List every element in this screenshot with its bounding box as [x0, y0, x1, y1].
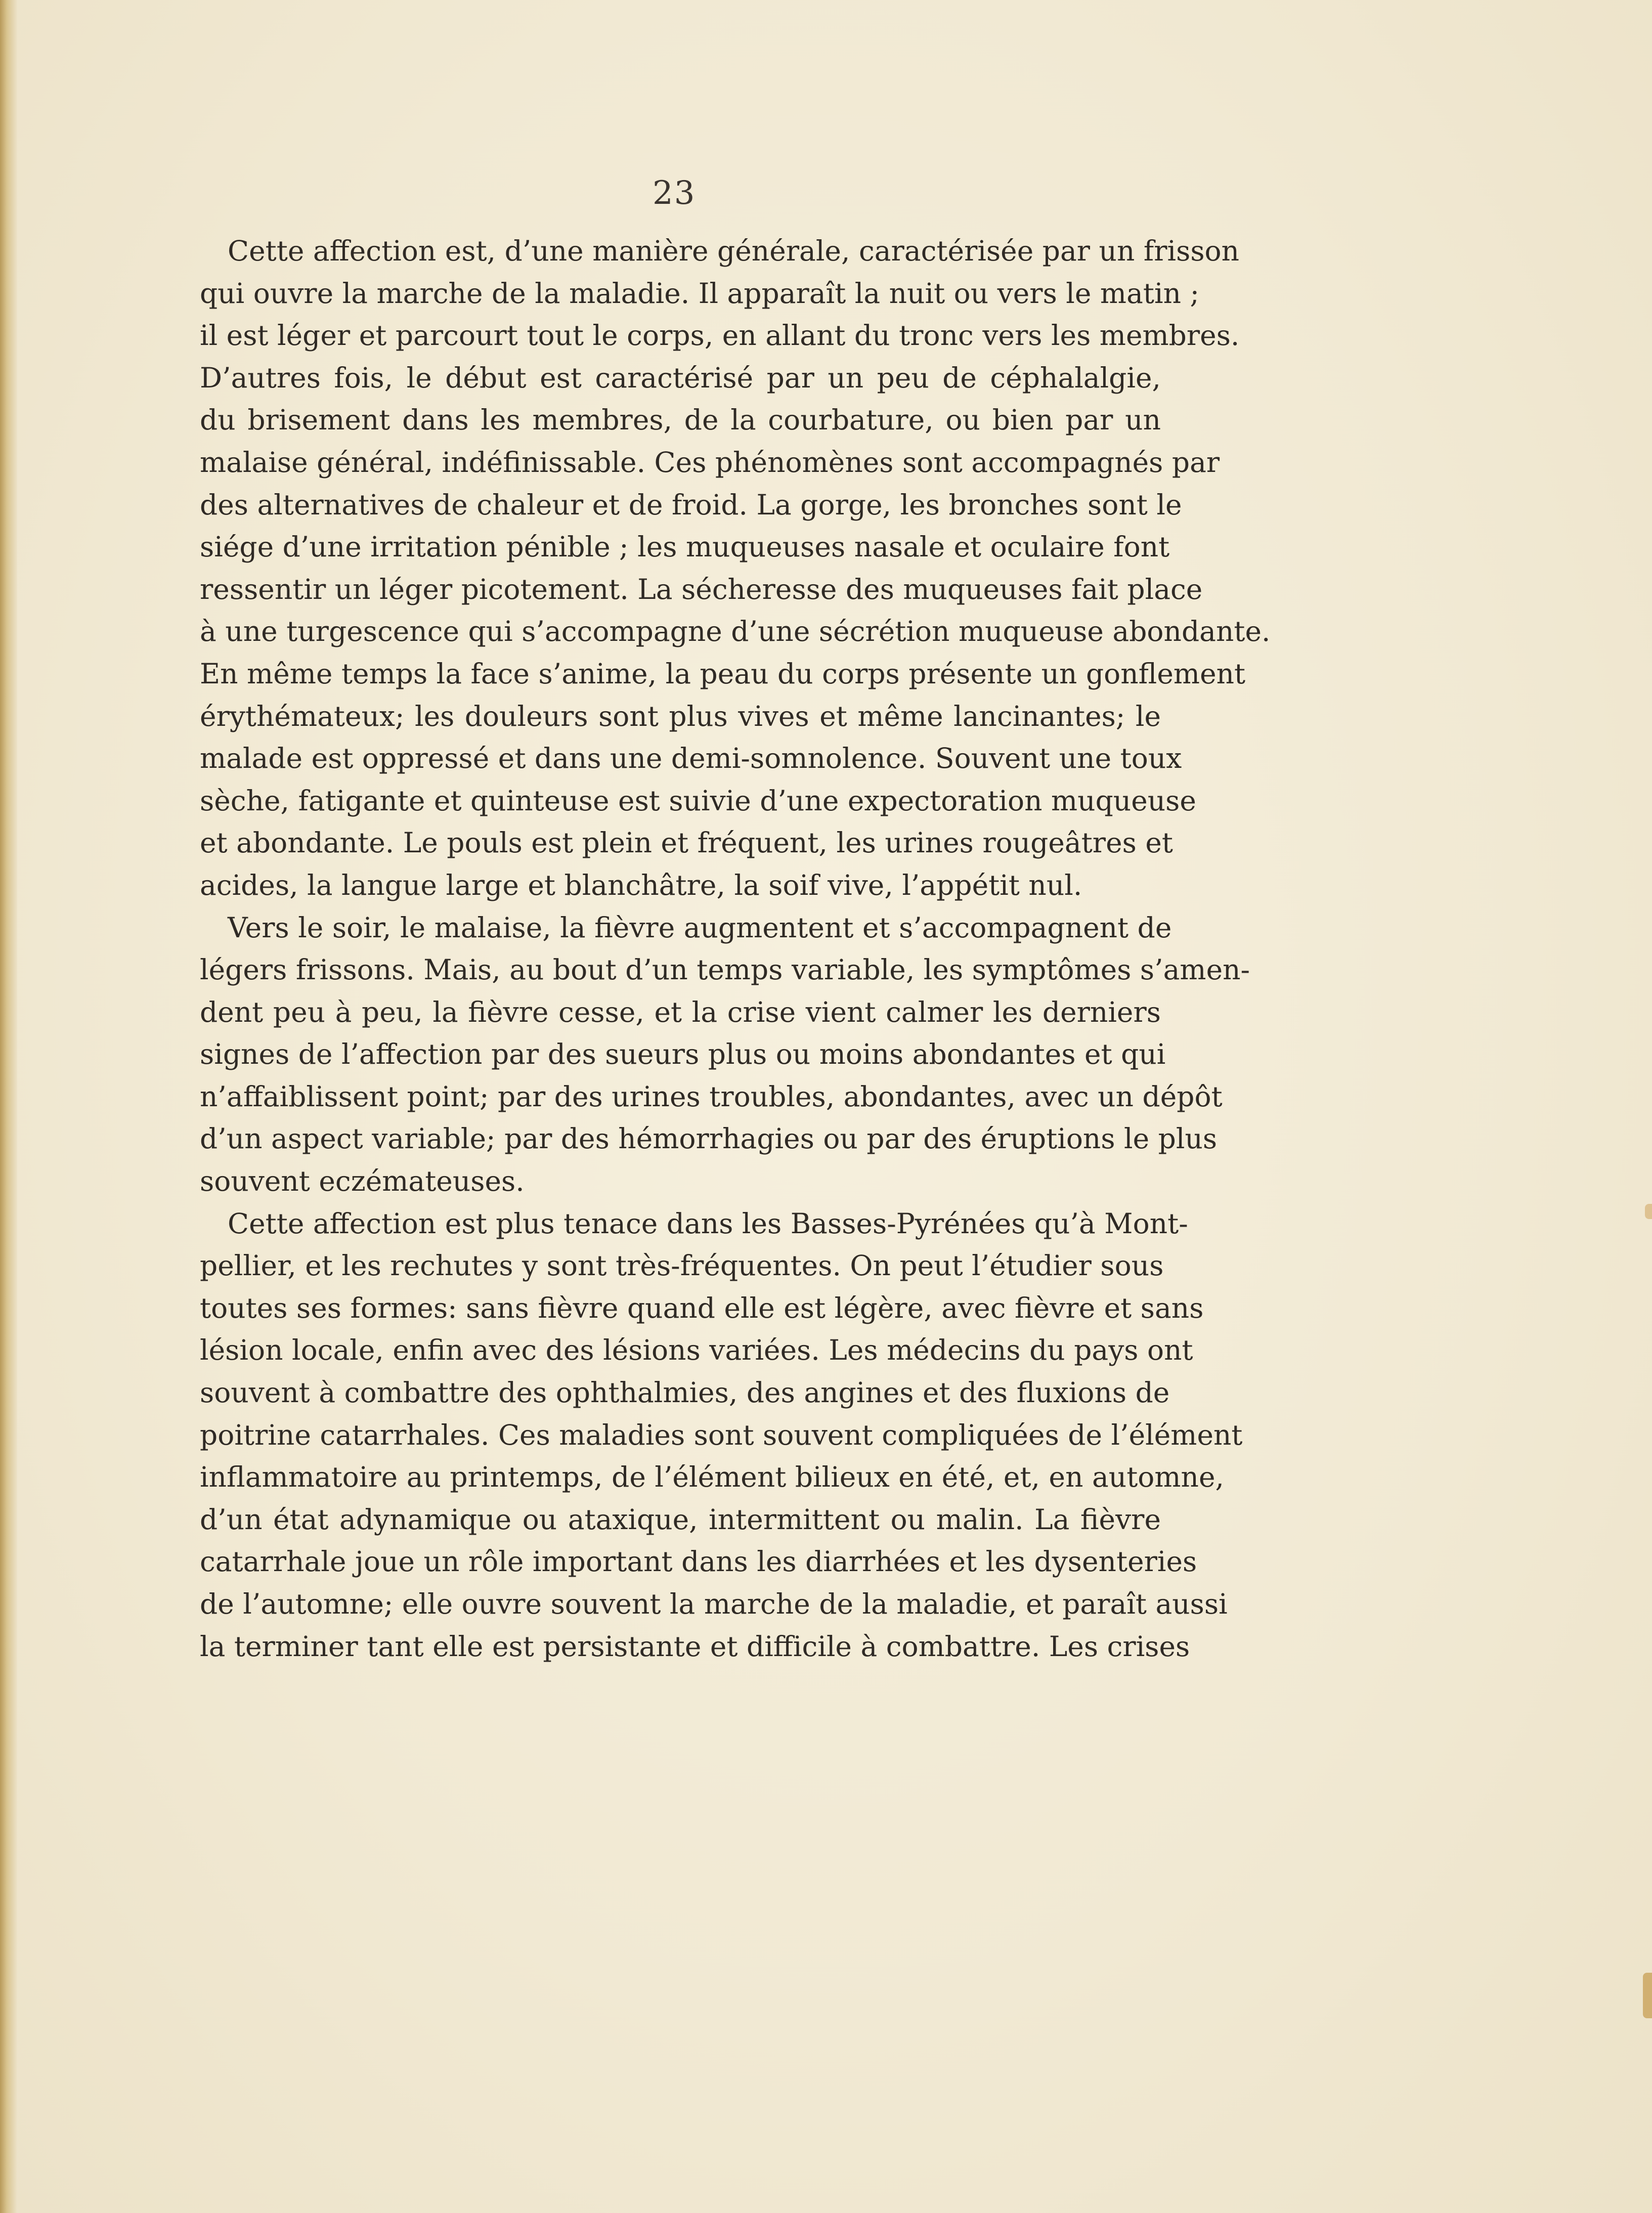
- paper-stain: [1643, 1973, 1652, 2018]
- body-text: [200, 230, 1271, 1668]
- text-line: poitrine catarrhales. Ces maladies sont souvent compliquées de l’élément: [200, 1418, 1243, 1451]
- text-line: la terminer tant elle est persistante et difficile à combattre. Les crises: [200, 1630, 1190, 1663]
- text-line: signes de l’affection par des sueurs plus ou moins abondantes et qui: [200, 1038, 1166, 1071]
- page-number: 23: [653, 175, 696, 212]
- paper-stain: [1645, 1204, 1652, 1219]
- text-line: D’autres fois, le début est caractérisé par un peu de céphalalgie,: [200, 361, 1161, 394]
- text-line: d’un aspect variable; par des hémorrhagies ou par des éruptions le plus: [200, 1122, 1218, 1155]
- text-line: malade est oppressé et dans une demi-somnolence. Souvent une toux: [200, 742, 1182, 775]
- text-line: Cette affection est plus tenace dans les Basses-Pyrénées qu’à Mont-: [228, 1207, 1188, 1240]
- text-line: toutes ses formes: sans fièvre quand elle est légère, avec fièvre et sans: [200, 1291, 1204, 1324]
- text-line: acides, la langue large et blanchâtre, la soif vive, l’appétit nul.: [200, 869, 1082, 901]
- paragraph-1: [200, 230, 1271, 907]
- text-line: siége d’une irritation pénible ; les muqueuses nasale et oculaire font: [200, 531, 1170, 563]
- text-line: à une turgescence qui s’accompagne d’une sécrétion muqueuse abondante.: [200, 615, 1271, 648]
- paragraph-3: [200, 1203, 1243, 1668]
- text-line: il est léger et parcourt tout le corps, en allant du tronc vers les membres.: [200, 319, 1240, 352]
- text-line: Vers le soir, le malaise, la fièvre augmentent et s’accompagnent de: [228, 911, 1172, 944]
- text-line: de l’automne; elle ouvre souvent la marche de la maladie, et paraît aussi: [200, 1588, 1228, 1620]
- text-line: n’affaiblissent point; par des urines troubles, abondantes, avec un dépôt: [200, 1080, 1223, 1113]
- text-line: d’un état adynamique ou ataxique, intermittent ou malin. La fièvre: [200, 1503, 1161, 1536]
- text-line: souvent à combattre des ophthalmies, des angines et des fluxions de: [200, 1376, 1170, 1409]
- text-line: des alternatives de chaleur et de froid. La gorge, les bronches sont le: [200, 488, 1182, 521]
- text-line: catarrhale joue un rôle important dans les diarrhées et les dysenteries: [200, 1545, 1197, 1578]
- text-line: souvent eczémateuses.: [200, 1165, 525, 1198]
- text-line: érythémateux; les douleurs sont plus vives et même lancinantes; le: [200, 700, 1161, 732]
- text-line: et abondante. Le pouls est plein et fréquent, les urines rougeâtres et: [200, 827, 1173, 859]
- binding-edge: [0, 0, 17, 2213]
- text-line: du brisement dans les membres, de la courbature, ou bien par un: [200, 404, 1161, 437]
- text-line: sèche, fatigante et quinteuse est suivie d’une expectoration muqueuse: [200, 784, 1196, 817]
- text-line: ressentir un léger picotement. La sécheresse des muqueuses fait place: [200, 573, 1203, 605]
- text-line: pellier, et les rechutes y sont très-fréquentes. On peut l’étudier sous: [200, 1249, 1164, 1282]
- text-line: légers frissons. Mais, au bout d’un temps variable, les symptômes s’amen-: [200, 953, 1250, 986]
- text-line: inflammatoire au printemps, de l’élément bilieux en été, et, en automne,: [200, 1461, 1225, 1494]
- paragraph-2: [200, 907, 1250, 1203]
- text-line: qui ouvre la marche de la maladie. Il apparaît la nuit ou vers le matin ;: [200, 277, 1199, 310]
- text-line: lésion locale, enfin avec des lésions variées. Les médecins du pays ont: [200, 1334, 1193, 1367]
- text-line: dent peu à peu, la fièvre cesse, et la crise vient calmer les derniers: [200, 995, 1161, 1028]
- text-line: malaise général, indéfinissable. Ces phénomènes sont accompagnés par: [200, 446, 1220, 479]
- text-line: En même temps la face s’anime, la peau du corps présente un gonflement: [200, 657, 1246, 690]
- text-line: Cette affection est, d’une manière générale, caractérisée par un frisson: [228, 235, 1240, 267]
